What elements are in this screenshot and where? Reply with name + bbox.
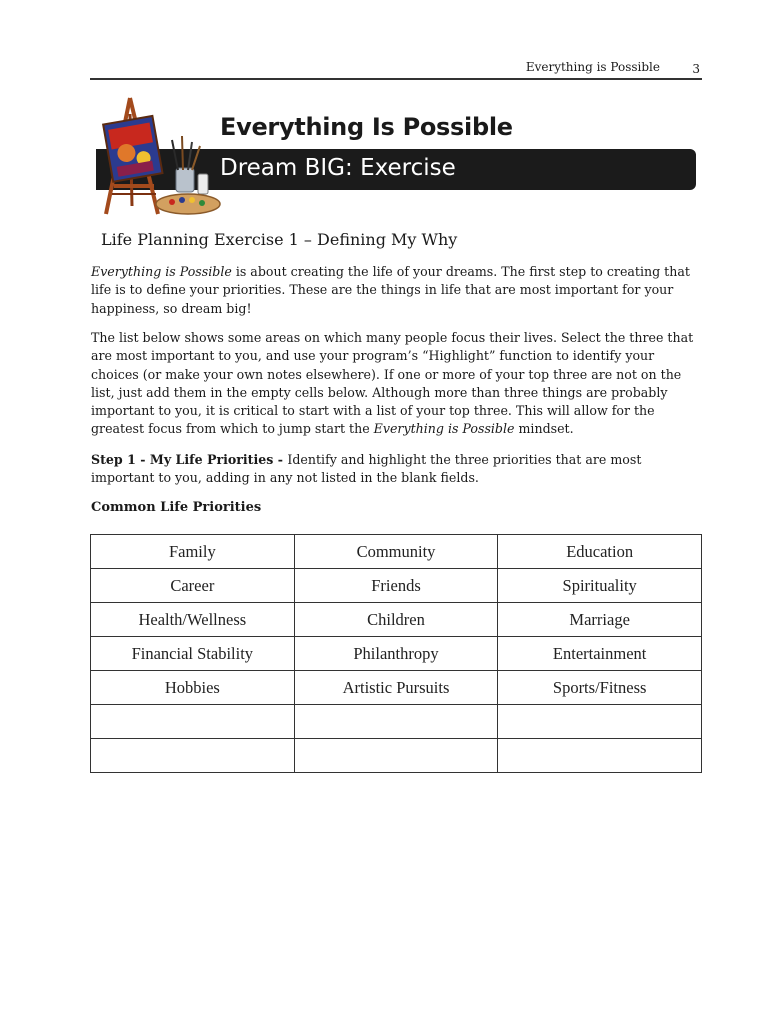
blank-cell[interactable] xyxy=(498,705,702,739)
table-cell[interactable]: Children xyxy=(294,603,498,637)
step-text: Identify and highlight the three priorities that are most important to you, adding in any not listed in the blank fields. xyxy=(91,452,642,486)
table-cell[interactable]: Entertainment xyxy=(498,637,702,671)
table-row xyxy=(91,671,702,705)
intro-text: is about creating the life of your dreams. The first step to creating that life is to define your priorities. These are the things in life that are most important for your happiness, so dream big! xyxy=(91,264,690,316)
table-cell[interactable]: Career xyxy=(91,569,295,603)
table-heading: Common Life Priorities xyxy=(91,500,262,515)
banner-title: Dream BIG: Exercise xyxy=(220,155,456,181)
blank-cell[interactable] xyxy=(294,739,498,773)
instructions-paragraph xyxy=(91,329,702,439)
step-paragraph xyxy=(91,451,702,488)
table-row xyxy=(91,569,702,603)
art-easel-icon xyxy=(92,94,222,219)
table-cell[interactable]: Education xyxy=(498,535,702,569)
page-number: 3 xyxy=(692,62,700,76)
table-cell[interactable]: Marriage xyxy=(498,603,702,637)
table-cell[interactable]: Health/Wellness xyxy=(91,603,295,637)
table-cell[interactable]: Hobbies xyxy=(91,671,295,705)
priorities-table xyxy=(90,534,702,773)
table-cell[interactable]: Family xyxy=(91,535,295,569)
table-row xyxy=(91,603,702,637)
table-cell[interactable]: Financial Stability xyxy=(91,637,295,671)
blank-cell[interactable] xyxy=(91,739,295,773)
table-cell[interactable]: Friends xyxy=(294,569,498,603)
table-cell[interactable]: Spirituality xyxy=(498,569,702,603)
page-title: Everything Is Possible xyxy=(220,113,513,141)
table-cell[interactable]: Sports/Fitness xyxy=(498,671,702,705)
section-heading: Life Planning Exercise 1 – Defining My Why xyxy=(101,230,458,249)
instructions-end: mindset. xyxy=(514,421,574,437)
blank-cell[interactable] xyxy=(294,705,498,739)
table-cell[interactable]: Community xyxy=(294,535,498,569)
intro-paragraph xyxy=(91,263,702,318)
table-cell[interactable]: Artistic Pursuits xyxy=(294,671,498,705)
intro-italic: Everything is Possible xyxy=(91,264,232,279)
table-cell[interactable]: Philanthropy xyxy=(294,637,498,671)
running-header xyxy=(90,58,702,80)
blank-cell[interactable] xyxy=(498,739,702,773)
running-title: Everything is Possible xyxy=(525,60,660,74)
step-label: Step 1 - My Life Priorities - xyxy=(91,452,288,467)
table-row-blank xyxy=(91,705,702,739)
instructions-text: The list below shows some areas on which many people focus their lives. Select the three that are most important to you, and use your program’s “Highlight” function to identify your choices (or make your own notes elsewhere). If one or more of your top three are not on the list, just add them in the empty cells below. Although more than three things are probably important to you, it is critical to start with a list of your top three. This will allow for the greatest focus from which to jump start the xyxy=(91,330,694,437)
table-row-blank xyxy=(91,739,702,773)
instructions-italic: Everything is Possible xyxy=(373,421,515,437)
blank-cell[interactable] xyxy=(91,705,295,739)
table-row xyxy=(91,637,702,671)
table-row xyxy=(91,535,702,569)
